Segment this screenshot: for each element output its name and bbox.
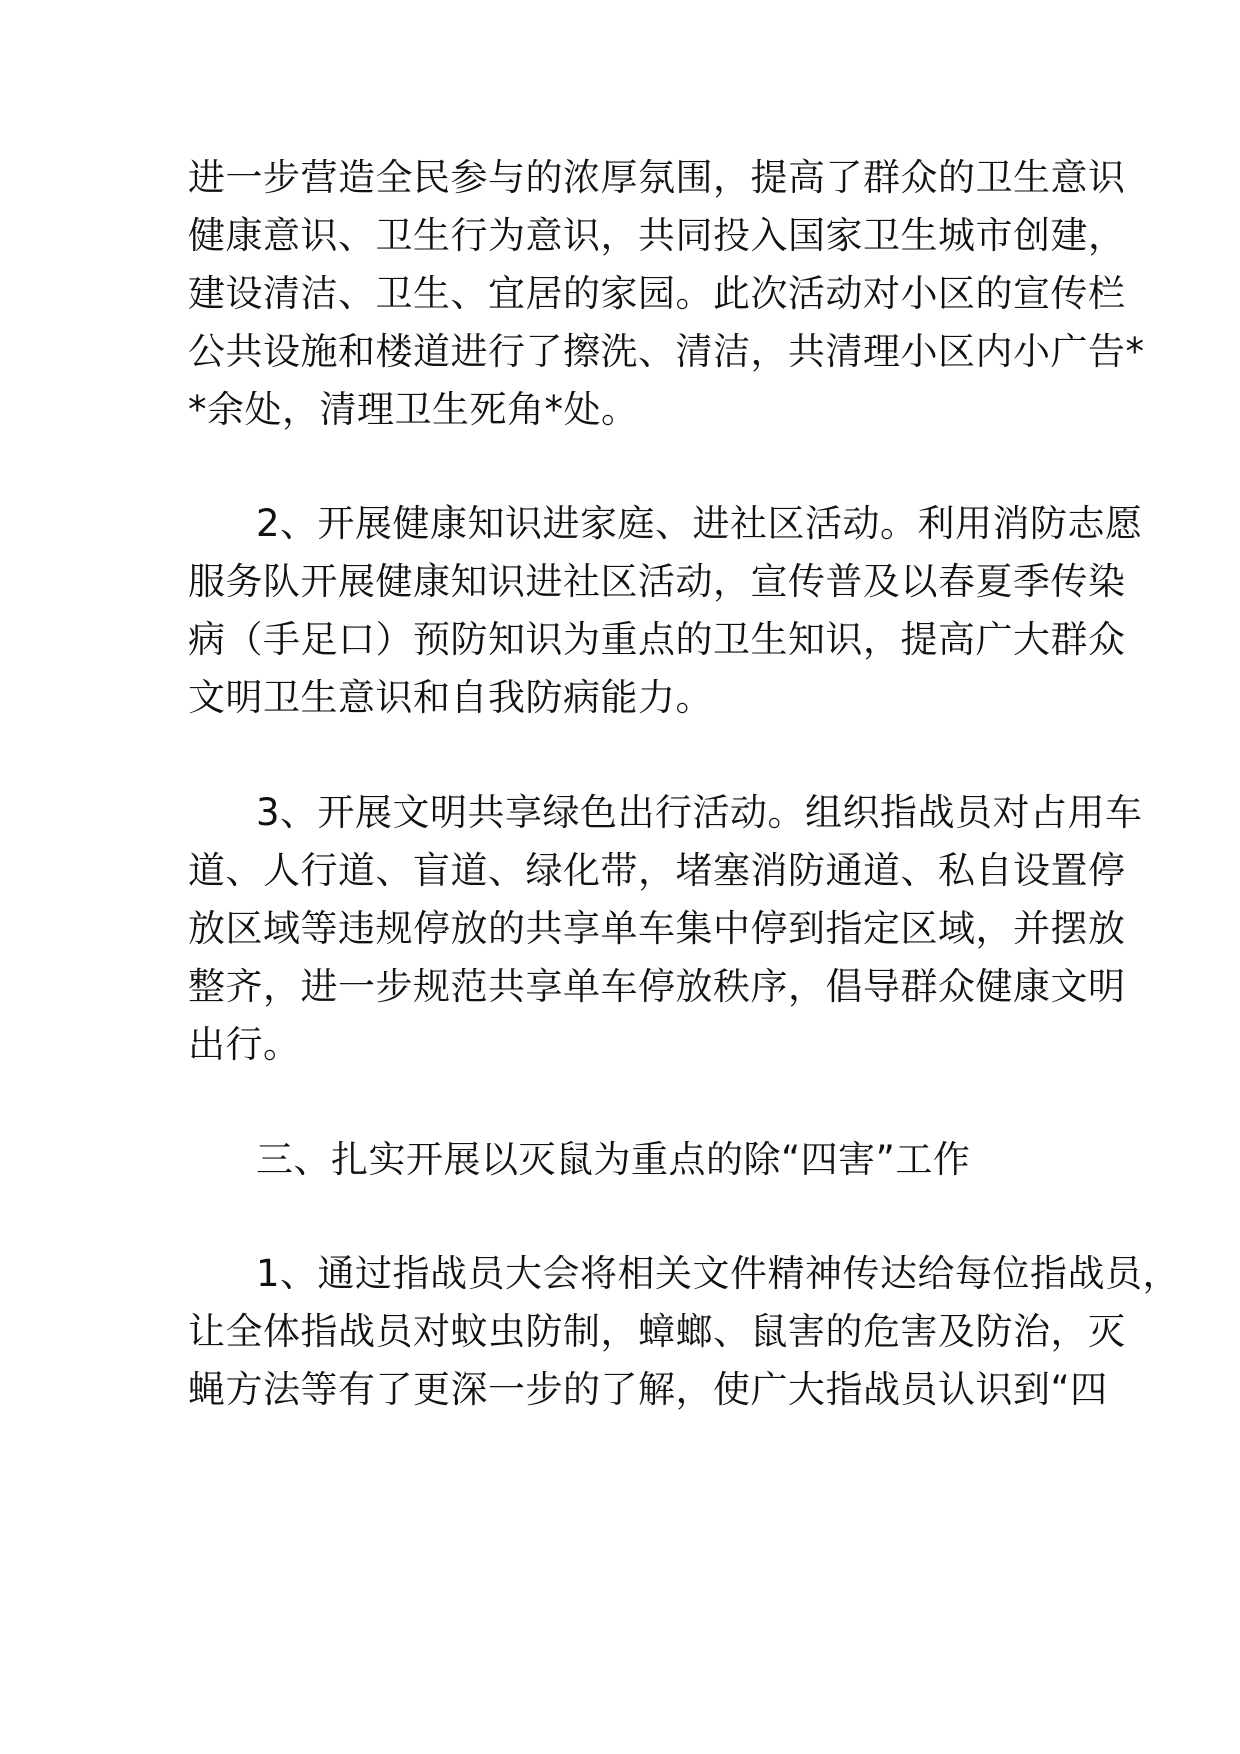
paragraph-line: 服务队开展健康知识进社区活动，宣传普及以春夏季传染 bbox=[188, 560, 1126, 603]
paragraph-line: 整齐，进一步规范共享单车停放秩序，倡导群众健康文明 bbox=[188, 965, 1126, 1008]
paragraph-line: 进一步营造全民参与的浓厚氛围，提高了群众的卫生意识 bbox=[188, 156, 1126, 199]
paragraph-line: 建设清洁、卫生、宜居的家园。此次活动对小区的宣传栏 bbox=[188, 272, 1126, 315]
paragraph-line: 出行。 bbox=[188, 1023, 301, 1066]
paragraph-line: 1、通过指战员大会将相关文件精神传达给每位指战员， bbox=[256, 1252, 1181, 1295]
paragraph-line: *余处，清理卫生死角*处。 bbox=[188, 388, 639, 431]
paragraph-line: 道、人行道、盲道、绿化带，堵塞消防通道、私自设置停 bbox=[188, 849, 1126, 892]
paragraph-line: 放区域等违规停放的共享单车集中停到指定区域，并摆放 bbox=[188, 907, 1126, 950]
paragraph-line: 健康意识、卫生行为意识，共同投入国家卫生城市创建， bbox=[188, 214, 1126, 257]
paragraph-line: 3、开展文明共享绿色出行活动。组织指战员对占用车 bbox=[256, 791, 1143, 834]
paragraph-line: 2、开展健康知识进家庭、进社区活动。利用消防志愿 bbox=[256, 502, 1143, 545]
paragraph-line: 公共设施和楼道进行了擦洗、清洁，共清理小区内小广告* bbox=[188, 330, 1145, 373]
paragraph-line: 病（手足口）预防知识为重点的卫生知识，提高广大群众 bbox=[188, 618, 1126, 661]
section-heading: 三、扎实开展以灭鼠为重点的除“四害”工作 bbox=[256, 1138, 971, 1181]
paragraph-line: 蝇方法等有了更深一步的了解，使广大指战员认识到“四 bbox=[188, 1368, 1108, 1411]
paragraph-line: 文明卫生意识和自我防病能力。 bbox=[188, 676, 713, 719]
paragraph-line: 让全体指战员对蚊虫防制，蟑螂、鼠害的危害及防治，灭 bbox=[188, 1310, 1126, 1353]
